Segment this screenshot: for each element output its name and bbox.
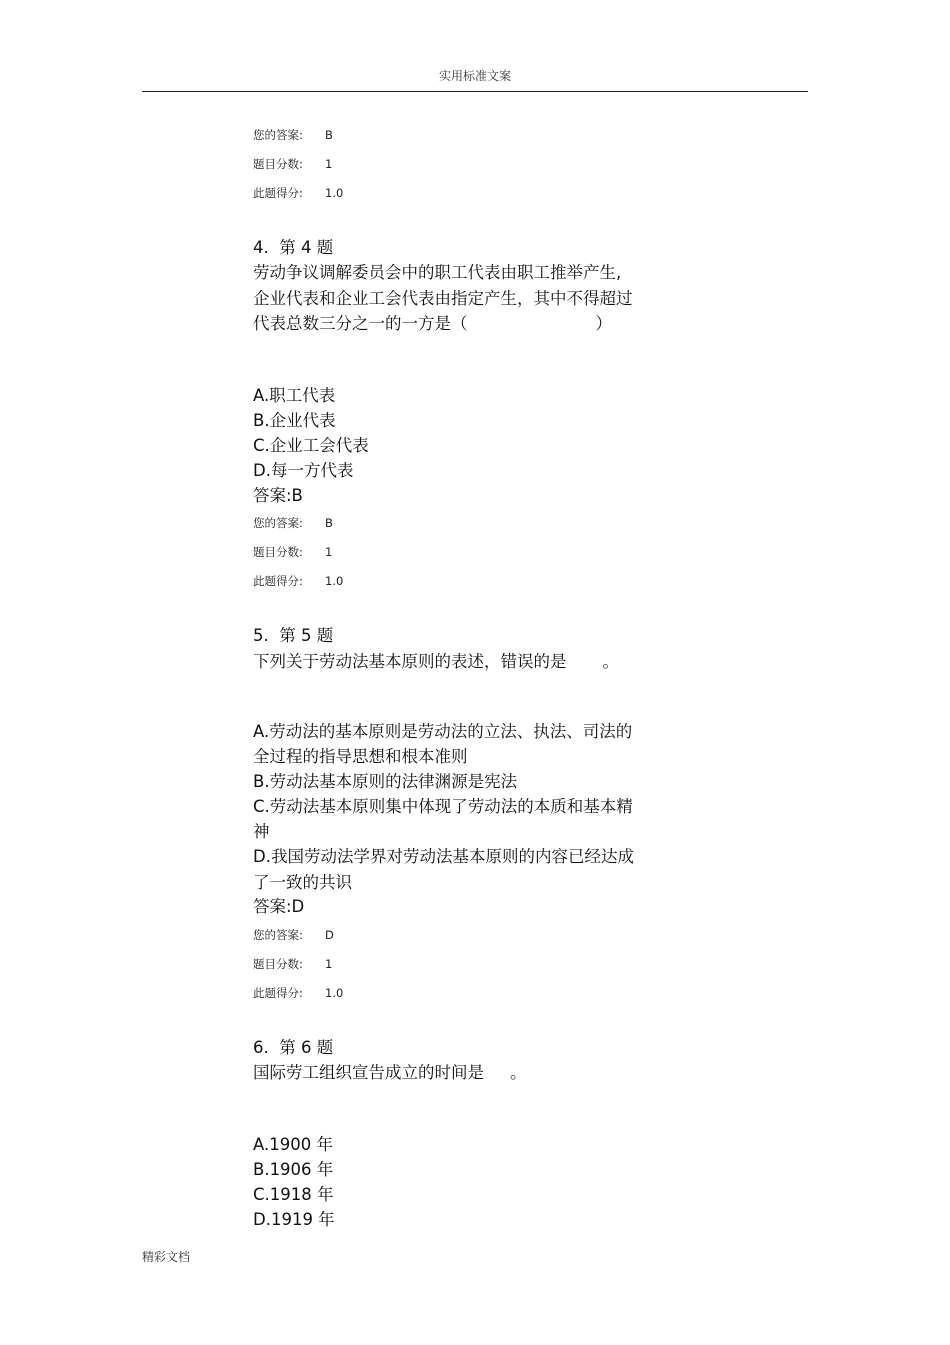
q4-score: 此题得分: 1.0	[253, 574, 344, 588]
q5-option-d: D.我国劳动法学界对劳动法基本原则的内容已经达成	[253, 847, 634, 866]
q3-your-answer: 您的答案: B	[253, 128, 333, 142]
q3-score: 此题得分: 1.0	[253, 186, 344, 200]
q6-heading: 6. 第 6 题	[253, 1038, 334, 1057]
q5-score: 此题得分: 1.0	[253, 986, 344, 1000]
q4-stem-line: 代表总数三分之一的一方是（ ）	[253, 314, 612, 333]
q4-stem-line: 劳动争议调解委员会中的职工代表由职工推举产生,	[253, 263, 622, 282]
q4-stem-line: 企业代表和企业工会代表由指定产生，其中不得超过	[253, 289, 633, 308]
q5-option-c-cont: 神	[253, 822, 270, 841]
page-footer: 精彩文档	[142, 1250, 191, 1264]
q5-option-d-cont: 了一致的共识	[253, 873, 352, 892]
q4-your-answer: 您的答案: B	[253, 516, 333, 530]
q4-heading: 4. 第 4 题	[253, 238, 334, 257]
q3-points: 题目分数: 1	[253, 157, 333, 171]
q5-option-a: A.劳动法的基本原则是劳动法的立法、执法、司法的	[253, 722, 633, 741]
q5-option-c: C.劳动法基本原则集中体现了劳动法的本质和基本精	[253, 797, 633, 816]
q4-option-c: C.企业工会代表	[253, 436, 369, 455]
page-header-title: 实用标准文案	[438, 69, 511, 83]
q5-answer: 答案:D	[253, 897, 305, 916]
q5-your-answer: 您的答案: D	[253, 928, 334, 942]
q5-points: 题目分数: 1	[253, 957, 333, 971]
q4-option-b: B.企业代表	[253, 411, 336, 430]
q6-option-b: B.1906 年	[253, 1160, 334, 1179]
q5-option-b: B.劳动法基本原则的法律渊源是宪法	[253, 772, 518, 791]
q6-stem: 国际劳工组织宣告成立的时间是 。	[253, 1063, 527, 1082]
q5-heading: 5. 第 5 题	[253, 626, 334, 645]
q6-option-a: A.1900 年	[253, 1135, 333, 1154]
q5-option-a-cont: 全过程的指导思想和根本准则	[253, 747, 468, 766]
q6-option-c: C.1918 年	[253, 1185, 334, 1204]
q4-option-a: A.职工代表	[253, 386, 336, 405]
q4-points: 题目分数: 1	[253, 545, 333, 559]
q4-answer: 答案:B	[253, 486, 303, 505]
q6-option-d: D.1919 年	[253, 1210, 335, 1229]
q5-stem: 下列关于劳动法基本原则的表述，错误的是 。	[253, 652, 619, 671]
header-divider	[142, 91, 808, 92]
q4-option-d: D.每一方代表	[253, 461, 354, 480]
